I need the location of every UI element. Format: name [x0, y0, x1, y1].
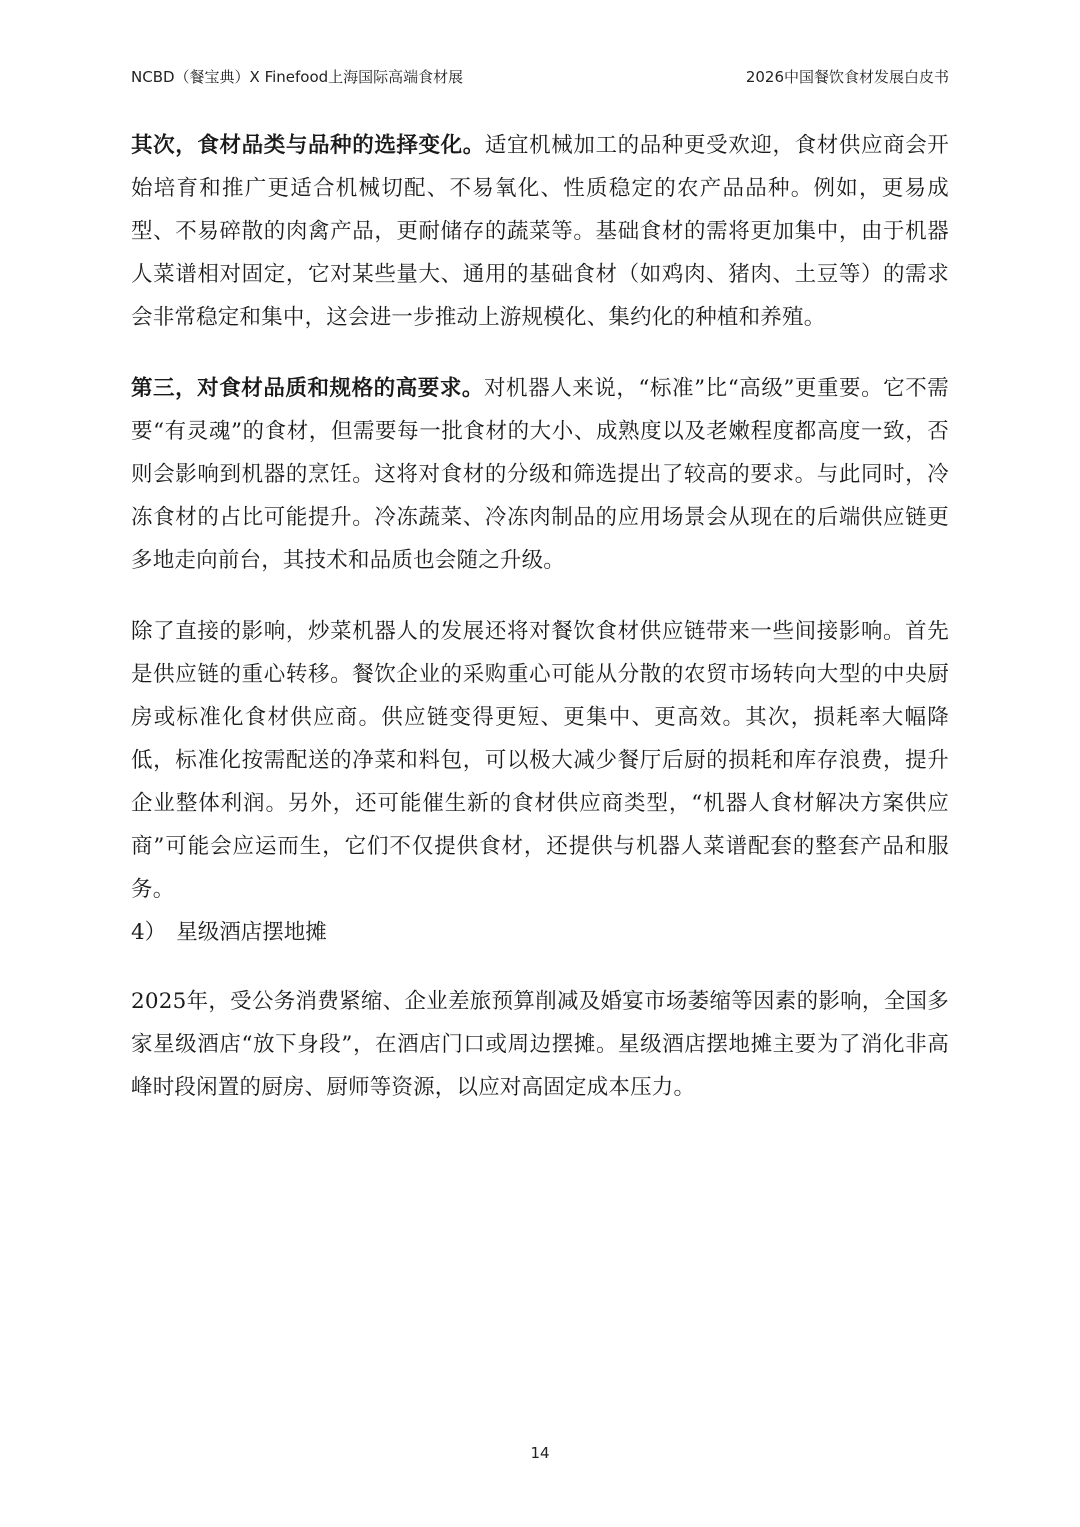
header-right-title: 2026中国餐饮食材发展白皮书 [745, 68, 949, 86]
paragraph-quality-standards [131, 367, 949, 582]
paragraph-hotel-street-stalls: 2025年，受公务消费紧缩、企业差旅预算削减及婚宴市场萎缩等因素的影响，全国多家星级酒店“放下身段”，在酒店门口或周边摆摊。星级酒店摆地摊主要为了消化非高峰时段闲置的厨房、厨师等资源，以应对高固定成本压力。 [131, 989, 949, 1100]
paragraph-text: 对机器人来说，“标准”比“高级”更重要。它不需要“有灵魂”的食材，但需要每一批食材的大小、成熟度以及老嫩程度都高度一致，否则会影响到机器的烹饪。这将对食材的分级和筛选提出了较高的要求。与此同时，冷冻食材的占比可能提升。冷冻蔬菜、冷冻肉制品的应用场景会从现在的后端供应链更多地走向前台，其技术和品质也会随之升级。 [131, 376, 949, 573]
page-body [131, 124, 949, 1109]
paragraph-lead: 其次，食材品类与品种的选择变化。 [131, 133, 485, 158]
paragraph-indirect-impact [131, 610, 949, 911]
paragraph-variety-selection [131, 124, 949, 339]
header-left-title: NCBD（餐宝典）X Finefood上海国际高端食材展 [131, 68, 464, 86]
page-number: 14 [530, 1444, 550, 1462]
paragraph-lead: 第三，对食材品质和规格的高要求。 [131, 376, 484, 401]
section-heading [131, 911, 949, 954]
paragraph-text: 适宜机械加工的品种更受欢迎，食材供应商会开始培育和推广更适合机械切配、不易氧化、性质稳定的农产品品种。例如，更易成型、不易碎散的肉禽产品，更耐储存的蔬菜等。基础食材的需将更加集中，由于机器人菜谱相对固定，它对某些量大、通用的基础食材（如鸡肉、猪肉、土豆等）的需求会非常稳定和集中，这会进一步推动上游规模化、集约化的种植和养殖。 [131, 133, 950, 330]
paragraph-text: 除了直接的影响，炒菜机器人的发展还将对餐饮食材供应链带来一些间接影响。首先是供应链的重心转移。餐饮企业的采购重心可能从分散的农贸市场转向大型的中央厨房或标准化食材供应商。供应链变得更短、更集中、更高效。其次，损耗率大幅降低，标准化按需配送的净菜和料包，可以极大减少餐厅后厨的损耗和库存浪费，提升企业整体利润。另外，还可能催生新的食材供应商类型，“机器人食材解决方案供应商”可能会应运而生，它们不仅提供食材，还提供与机器人菜谱配套的整套产品和服务。 [131, 619, 949, 902]
section-title: 星级酒店摆地摊 [176, 920, 327, 945]
page-header [131, 66, 949, 90]
section-number: 4） [131, 920, 167, 945]
